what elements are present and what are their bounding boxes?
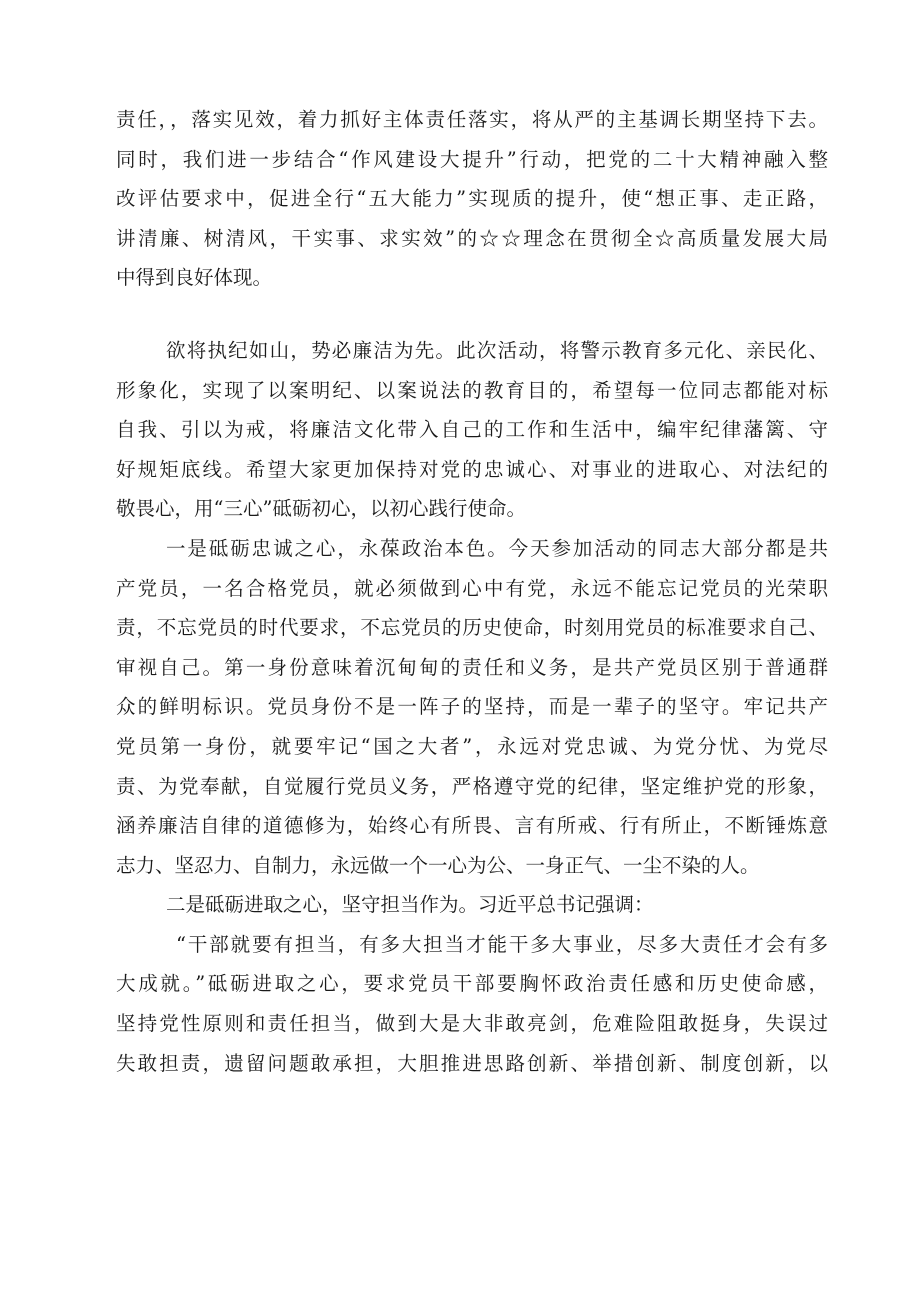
text-line: 敬畏心，用“三心”砥砺初心，以初心践行使命。 xyxy=(116,497,526,521)
text-line: 形象化，实现了以案明纪、以案说法的教育目的，希望每一位同志都能对标 xyxy=(116,378,828,402)
text-line: 欲将执纪如山，势必廉洁为先。此次活动，将警示教育多元化、亲民化、 xyxy=(166,338,828,362)
text-line: 二是砥砺进取之心，坚守担当作为。习近平总书记强调： xyxy=(166,893,654,917)
paragraph-integrity xyxy=(116,331,828,529)
text-line: 中得到良好体现。 xyxy=(116,266,273,290)
paragraph-gap xyxy=(116,298,828,331)
text-line: 责，不忘党员的时代要求，不忘党员的历史使命，时刻用党员的标准要求自己、 xyxy=(116,616,828,640)
paragraph-quote xyxy=(116,925,828,1083)
text-line: 大成就。”砥砺进取之心，要求党员干部要胸怀政治责任感和历史使命感， xyxy=(116,972,828,996)
paragraph-loyalty xyxy=(116,529,828,885)
document-page xyxy=(116,100,828,1083)
paragraph-continuation xyxy=(116,100,828,298)
text-line: 审视自己。第一身份意味着沉甸甸的责任和义务，是共产党员区别于普通群 xyxy=(116,655,828,679)
text-line: 失敢担责，遗留问题敢承担，大胆推进思路创新、举措创新、制度创新，以 xyxy=(116,1051,828,1075)
text-line: 自我、引以为戒，将廉洁文化带入自己的工作和生活中，编牢纪律藩篱、守 xyxy=(116,418,828,442)
text-line: 责、为党奉献，自觉履行党员义务，严格遵守党的纪律，坚定维护党的形象， xyxy=(116,774,828,798)
text-line: 同时，我们进一步结合“作风建设大提升”行动，把党的二十大精神融入整 xyxy=(116,147,828,171)
text-line: 产党员，一名合格党员，就必须做到心中有党，永远不能忘记党员的光荣职 xyxy=(116,576,828,600)
text-line: 一是砥砺忠诚之心，永葆政治本色。今天参加活动的同志大部分都是共 xyxy=(166,536,828,560)
text-line: 改评估要求中，促进全行“五大能力”实现质的提升，使“想正事、走正路， xyxy=(116,187,828,211)
text-line: 众的鲜明标识。党员身份不是一阵子的坚持，而是一辈子的坚守。牢记共产 xyxy=(116,695,828,719)
text-line: 责任，，落实见效，着力抓好主体责任落实，将从严的主基调长期坚持下去。 xyxy=(116,108,828,131)
text-line: 党员第一身份，就要牢记“国之大者”，永远对党忠诚、为党分忧、为党尽 xyxy=(116,734,828,758)
text-line: 涵养廉洁自律的道德修为，始终心有所畏、言有所戒、行有所止，不断锤炼意 xyxy=(116,814,828,838)
text-line: 好规矩底线。希望大家更加保持对党的忠诚心、对事业的进取心、对法纪的 xyxy=(116,457,828,481)
text-line: “干部就要有担当，有多大担当才能干多大事业，尽多大责任才会有多 xyxy=(176,932,828,956)
text-line: 坚持党性原则和责任担当，做到大是大非敢亮剑，危难险阻敢挺身，失误过 xyxy=(116,1012,828,1036)
text-line: 讲清廉、树清风，干实事、求实效”的☆☆理念在贯彻全☆高质量发展大局 xyxy=(116,226,828,250)
paragraph-enterprise-heading xyxy=(116,885,828,925)
text-line: 志力、坚忍力、自制力，永远做一个一心为公、一身正气、一尘不染的人。 xyxy=(116,853,760,877)
